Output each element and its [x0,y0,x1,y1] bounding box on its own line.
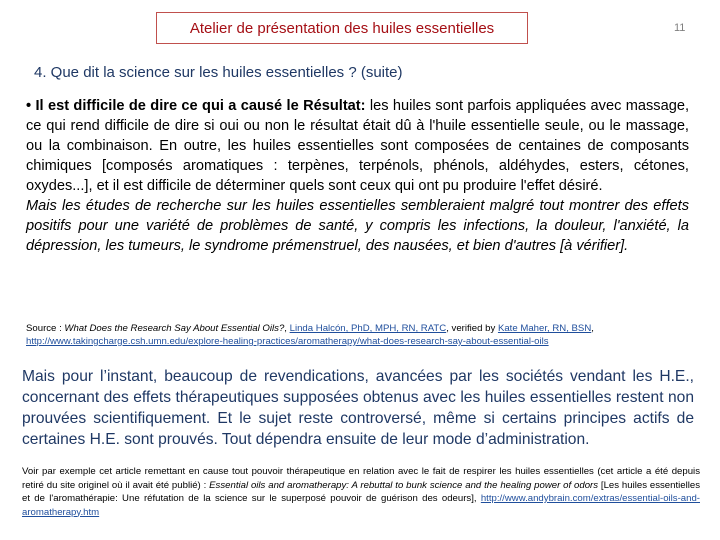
source-separator-2: , [591,323,594,334]
source-separator: , [284,323,290,334]
slide-title: Atelier de présentation des huiles essentielles [189,19,495,37]
source-citation [26,322,706,348]
section-heading: 4. Que dit la science sur les huiles essentielles ? (suite) [34,64,403,81]
footnote [22,465,700,519]
footnote-text-1: Voir par exemple cet article remettant en cause tout pouvoir thérapeutique en relation avec le fait de respirer les huiles essentielles (cet article a été depuis retiré du site originel où il avait été publié) : [22,466,700,491]
source-verified-text: , verified by [446,323,498,334]
page-number: 11 [674,22,686,34]
paragraph-result-body: les huiles sont parfois appliquées avec massage, ce qui rend difficile de dire si oui ou non le résultat était dû à l'huile essentielle seule, ou le massage, ou la combinaison. En outre, les huiles essentielles sont composées de centaines de composants chimiques [composés aromatiques : terpènes, terpénols, phénols, aldéhydes, esters, cétones, oxydes...], et il est difficile de déterminer quels sont ceux qui ont pu produire l'effet désiré. [26,98,690,194]
source-verifier-link[interactable]: Kate Maher, RN, BSN [497,323,592,334]
source-author-link[interactable]: Linda Halcón, PhD, MPH, RN, RATC [289,323,447,334]
paragraph-research: Mais les études de recherche sur les huiles essentielles sembleraient malgré tout montrer des effets positifs pour une variété de problèmes de santé, y compris les infections, la douleur, l'anxiété, la dépression, les tumeurs, le syndrome prémenstruel, des nausées, et bien d'autres [à vérifier]. [26,198,689,254]
paragraph-result-lead: • Il est difficile de dire ce qui a causé le Résultat: [26,98,366,114]
paragraph-result [26,96,689,196]
slide-title-box [156,12,528,44]
footnote-url-link[interactable]: http://www.andybrain.com/extras/essential-oils-and-aromatherapy.htm [22,493,700,518]
footnote-article-title: Essential oils and aromatherapy: A rebuttal to bunk science and the healing power of odors [209,479,599,491]
source-title: What Does the Research Say About Essential Oils? [64,323,285,334]
source-prefix: Source : [26,323,65,334]
main-text-block [26,96,689,256]
source-url-link[interactable]: http://www.takingcharge.csh.umn.edu/explore-healing-practices/aromatherapy/what-does-research-say-about-essential-oils [26,336,549,347]
footnote-text-2: [Les huiles essentielles et de l'aromathérapie: Une réfutation de la science sur le superposé pouvoir de guérison des odeurs], [22,479,701,504]
highlight-paragraph: Mais pour l’instant, beaucoup de revendications, avancées par les sociétés vendant les H.E., concernant des effets thérapeutiques supposées obtenus avec les huiles essentielles restent non prouvées scientifiquement. Et le sujet reste controversé, même si certains principes actifs de certaines H.E. sont prouvés. Tout dépendra ensuite de leur mode d’administration. [22,368,694,448]
